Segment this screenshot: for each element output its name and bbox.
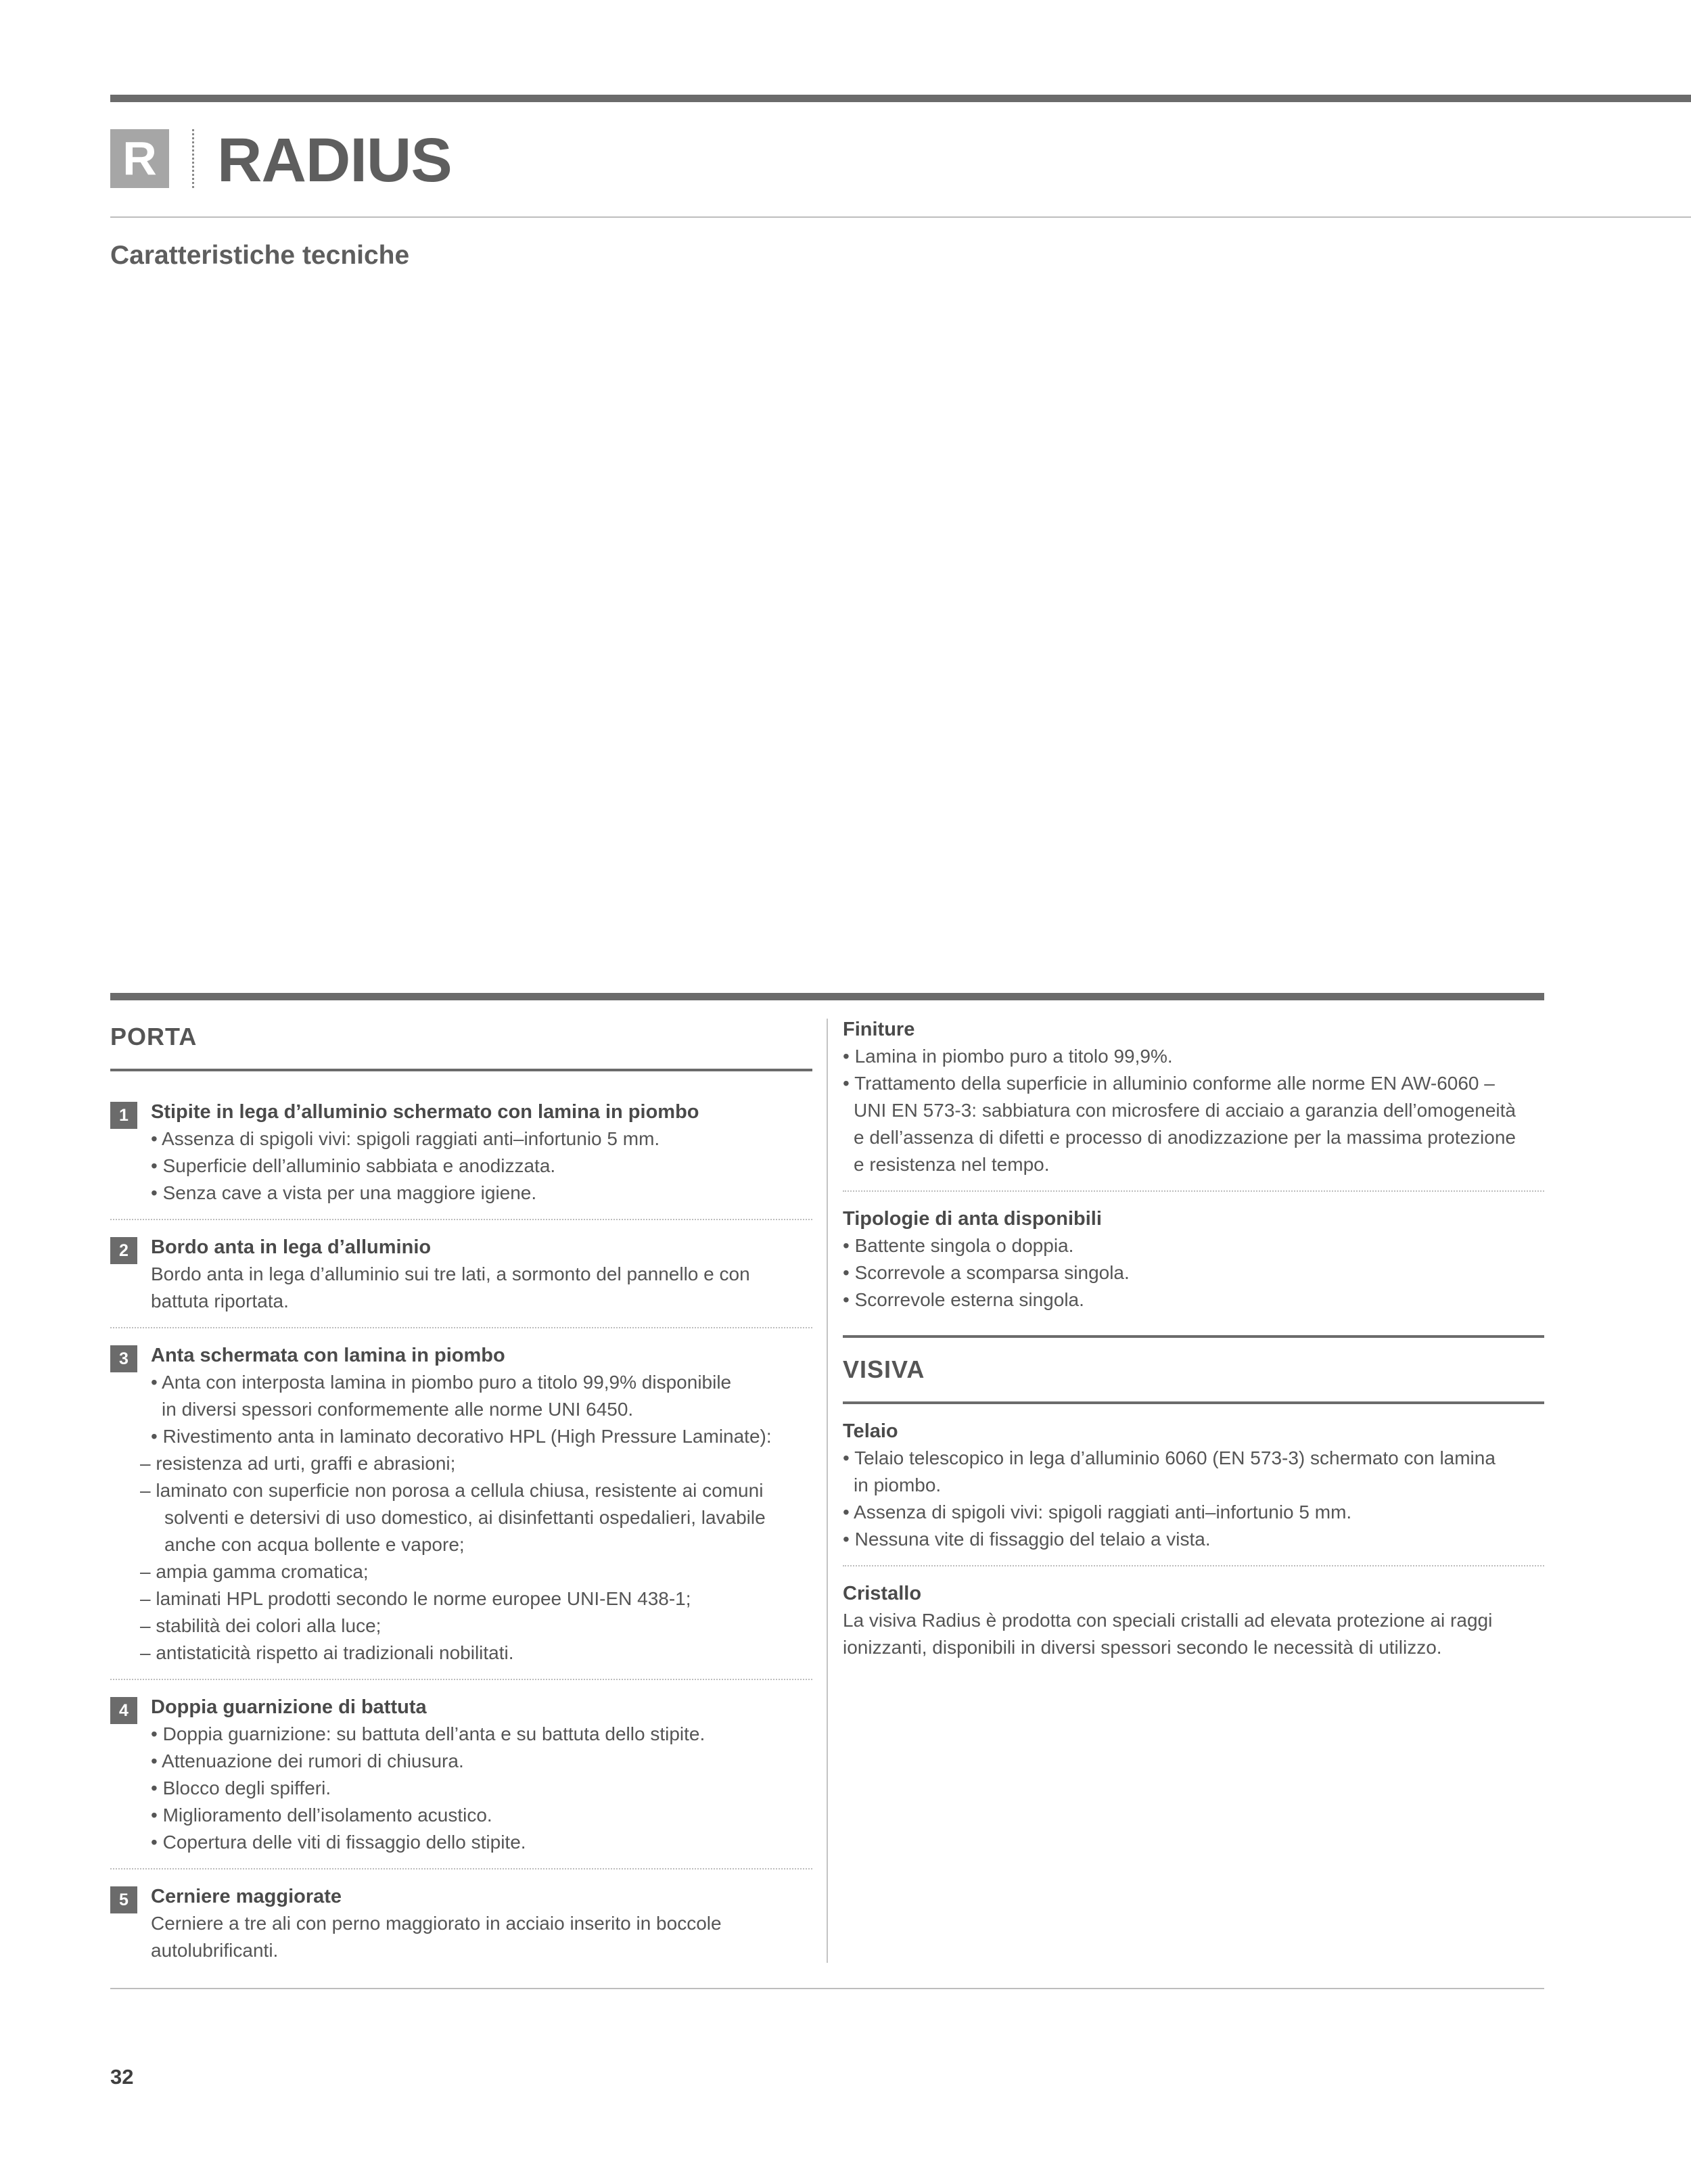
tipologie-bullet: • Scorrevole esterna singola. <box>843 1286 1544 1314</box>
section-bottom-rule <box>110 1988 1544 1989</box>
porta-item-3 <box>110 1342 812 1667</box>
telaio-bullet: • Nessuna vite di fissaggio del telaio a vista. <box>843 1526 1544 1553</box>
item-bullet: • Blocco degli spifferi. <box>151 1775 812 1802</box>
telaio-bullet: • Telaio telescopico in lega d’alluminio 6060 (EN 573-3) schermato con lamina <box>843 1445 1544 1472</box>
item-dash: – ampia gamma cromatica; <box>151 1558 812 1585</box>
telaio-bullet-continued: in piombo. <box>854 1474 942 1495</box>
item-bullet: • Superficie dell’alluminio sabbiata e anodizzata. <box>151 1153 812 1180</box>
finiture-title: Finiture <box>843 1019 915 1040</box>
item-number-badge: 3 <box>110 1345 137 1372</box>
cristallo-title: Cristallo <box>843 1583 922 1604</box>
right-column <box>843 1001 1544 1661</box>
telaio-title: Telaio <box>843 1420 898 1442</box>
brand-title: RADIUS <box>217 126 452 195</box>
item-text: Cerniere a tre ali con perno maggiorato in acciaio inserito in boccole <box>151 1913 722 1934</box>
finiture-bullet-continued: e dell’assenza di difetti e processo di anodizzazione per la massima protezione <box>854 1127 1516 1148</box>
item-bullet: • Rivestimento anta in laminato decorativo HPL (High Pressure Laminate): <box>151 1423 812 1450</box>
porta-item-1 <box>110 1098 812 1207</box>
item-dash-continued: anche con acqua bollente e vapore; <box>164 1534 465 1555</box>
finiture-bullet: • Trattamento della superficie in alluminio conforme alle norme EN AW-6060 – <box>843 1070 1544 1097</box>
item-number-badge: 1 <box>110 1102 137 1129</box>
item-number-badge: 2 <box>110 1237 137 1264</box>
section-top-rule <box>110 993 1544 1000</box>
item-bullet: • Miglioramento dell’isolamento acustico. <box>151 1802 812 1829</box>
item-bullet: • Copertura delle viti di fissaggio dello stipite. <box>151 1829 812 1856</box>
visiva-heading: VISIVA <box>843 1355 925 1383</box>
cristallo-text: ionizzanti, disponibili in diversi spessori secondo le necessità di utilizzo. <box>843 1637 1442 1658</box>
column-divider <box>827 1019 828 1963</box>
item-dash: – resistenza ad urti, graffi e abrasioni; <box>151 1450 812 1477</box>
item-title: Bordo anta in lega d’alluminio <box>151 1236 432 1258</box>
item-dash-continued: solventi e detersivi di uso domestico, ai disinfettanti ospedalieri, lavabile <box>164 1507 766 1528</box>
item-number-badge: 4 <box>110 1697 137 1724</box>
item-title: Anta schermata con lamina in piombo <box>151 1345 505 1366</box>
item-text: autolubrificanti. <box>151 1940 279 1961</box>
item-title: Doppia guarnizione di battuta <box>151 1696 427 1718</box>
item-text: battuta riportata. <box>151 1291 289 1311</box>
item-text: Bordo anta in lega d’alluminio sui tre lati, a sormonto del pannello e con <box>151 1263 750 1284</box>
item-bullet: • Doppia guarnizione: su battuta dell’anta e su battuta dello stipite. <box>151 1721 812 1748</box>
item-bullet: • Anta con interposta lamina in piombo puro a titolo 99,9% disponibile <box>151 1369 812 1396</box>
item-dash: – laminato con superficie non porosa a cellula chiusa, resistente ai comuni <box>151 1477 812 1504</box>
page-number: 32 <box>110 2065 134 2089</box>
item-title: Stipite in lega d’alluminio schermato con lamina in piombo <box>151 1101 699 1123</box>
porta-heading: PORTA <box>110 1023 198 1050</box>
finiture-bullet-continued: UNI EN 573-3: sabbiatura con microsfere di acciaio a garanzia dell’omogeneità <box>854 1100 1516 1121</box>
telaio-bullet: • Assenza di spigoli vivi: spigoli raggiati anti–infortunio 5 mm. <box>843 1499 1544 1526</box>
item-dash: – stabilità dei colori alla luce; <box>151 1612 812 1640</box>
porta-item-4 <box>110 1694 812 1856</box>
finiture-bullet: • Lamina in piombo puro a titolo 99,9%. <box>843 1043 1544 1070</box>
tipologie-bullet: • Scorrevole a scomparsa singola. <box>843 1259 1544 1286</box>
item-title: Cerniere maggiorate <box>151 1886 342 1907</box>
header-bottom-rule <box>110 216 1691 218</box>
item-number-badge: 5 <box>110 1886 137 1913</box>
logo-dotted-divider <box>192 129 194 188</box>
porta-item-5 <box>110 1883 812 1964</box>
header-top-rule <box>110 95 1691 102</box>
item-dash: – laminati HPL prodotti secondo le norme europee UNI-EN 438-1; <box>151 1585 812 1612</box>
item-dash: – antistaticità rispetto ai tradizionali nobilitati. <box>151 1640 812 1667</box>
item-bullet: • Assenza di spigoli vivi: spigoli raggiati anti–infortunio 5 mm. <box>151 1125 812 1153</box>
page-subtitle: Caratteristiche tecniche <box>110 241 410 270</box>
item-bullet: • Senza cave a vista per una maggiore igiene. <box>151 1180 812 1207</box>
cristallo-text: La visiva Radius è prodotta con speciali cristalli ad elevata protezione ai raggi <box>843 1610 1493 1631</box>
porta-column <box>110 1001 812 1964</box>
finiture-bullet-continued: e resistenza nel tempo. <box>854 1154 1050 1175</box>
tipologie-title: Tipologie di anta disponibili <box>843 1208 1102 1230</box>
porta-item-2 <box>110 1234 812 1315</box>
item-bullet-continued: in diversi spessori conformemente alle norme UNI 6450. <box>162 1399 634 1420</box>
logo-letter-box: R <box>110 129 169 188</box>
item-bullet: • Attenuazione dei rumori di chiusura. <box>151 1748 812 1775</box>
tipologie-bullet: • Battente singola o doppia. <box>843 1232 1544 1259</box>
